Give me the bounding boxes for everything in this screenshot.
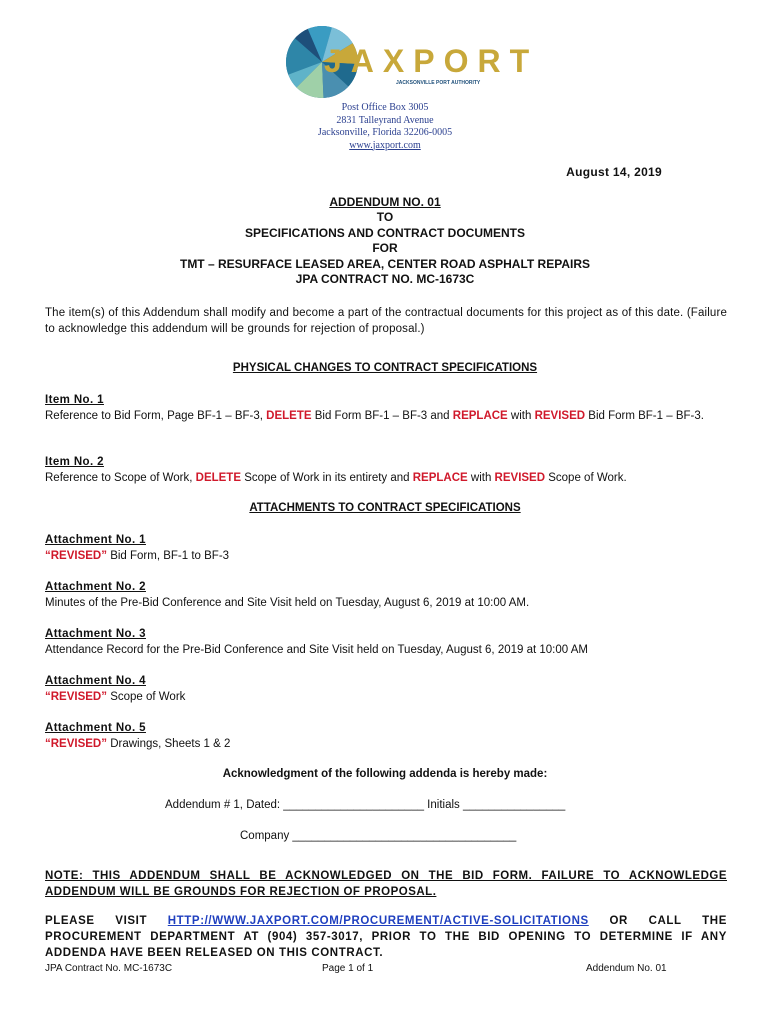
- please-prefix: PLEASE VISIT: [45, 915, 168, 927]
- attachment-4: [45, 673, 727, 705]
- attachment-text: Minutes of the Pre-Bid Conference and Site Visit held on Tuesday, August 6, 2019 at 10:00 AM.: [45, 597, 530, 609]
- revised-keyword: “REVISED”: [45, 550, 107, 562]
- attachment-5: [45, 720, 727, 752]
- please-visit-paragraph: [45, 913, 727, 961]
- item-text: Bid Form BF-1 – BF-3 and: [311, 410, 453, 422]
- attachment-1: [45, 532, 727, 564]
- item-2: [45, 454, 727, 486]
- addendum-dated-initials-line[interactable]: Addendum # 1, Dated: ______________________ Initials ________________: [165, 799, 566, 811]
- please-suffix: OR CALL THE PROCUREMENT DEPARTMENT AT (904) 357-3017, PRIOR TO THE BID OPENING TO DETERMINE IF ANY ADDENDA HAVE BEEN RELEASED ON THIS CONTRACT.: [45, 915, 727, 959]
- revised-keyword: REVISED: [494, 472, 546, 484]
- attachment-2: [45, 579, 727, 611]
- title-line: TO: [376, 210, 394, 225]
- item-text: with: [467, 472, 495, 484]
- intro-paragraph: The item(s) of this Addendum shall modify and become a part of the contractual documents for this project as of this date. (Failure to acknowledge this addendum will be grounds for rejection of proposal.): [45, 307, 727, 335]
- address-line: Jacksonville, Florida 32206-0005: [317, 127, 453, 138]
- logo-subtext: JACKSONVILLE PORT AUTHORITY: [396, 80, 481, 86]
- footer-addendum-no: Addendum No. 01: [586, 963, 667, 974]
- item-text: Scope of Work.: [545, 472, 627, 484]
- address-block: [0, 102, 770, 152]
- website-link[interactable]: www.jaxport.com: [349, 139, 421, 151]
- physical-changes-heading: PHYSICAL CHANGES TO CONTRACT SPECIFICATIONS: [232, 362, 538, 374]
- attachment-title: Attachment No. 5: [45, 722, 146, 734]
- jaxport-logo: [284, 20, 539, 104]
- item-1: [45, 392, 727, 424]
- solicitations-link[interactable]: HTTP://WWW.JAXPORT.COM/PROCUREMENT/ACTIVE-SOLICITATIONS: [167, 915, 589, 927]
- attachment-title: Attachment No. 1: [45, 534, 146, 546]
- logo-wordmark: JAXPORT: [324, 43, 539, 79]
- attachment-text: Attendance Record for the Pre-Bid Conference and Site Visit held on Tuesday, August 6, 2019 at 10:00 AM: [45, 644, 588, 656]
- item-text: Bid Form BF-1 – BF-3.: [585, 410, 704, 422]
- revised-keyword: “REVISED”: [45, 691, 107, 703]
- item-text: Scope of Work in its entirety and: [241, 472, 413, 484]
- acknowledge-note: NOTE: THIS ADDENDUM SHALL BE ACKNOWLEDGED ON THE BID FORM. FAILURE TO ACKNOWLEDGE ADDENDUM WILL BE GROUNDS FOR REJECTION OF PROPOSAL.: [45, 870, 727, 898]
- item-title: Item No. 2: [45, 456, 104, 468]
- attachment-title: Attachment No. 3: [45, 628, 146, 640]
- item-text: with: [507, 410, 535, 422]
- item-text: Reference to Bid Form, Page BF-1 – BF-3,: [45, 410, 267, 422]
- attachment-title: Attachment No. 4: [45, 675, 146, 687]
- attachments-heading: ATTACHMENTS TO CONTRACT SPECIFICATIONS: [249, 502, 521, 514]
- attachment-text: Drawings, Sheets 1 & 2: [107, 738, 231, 750]
- title-line: ADDENDUM NO. 01: [329, 195, 441, 209]
- address-line: Post Office Box 3005: [341, 102, 429, 113]
- address-line: 2831 Talleyrand Avenue: [336, 114, 434, 126]
- delete-keyword: DELETE: [195, 472, 242, 484]
- footer-contract-no: JPA Contract No. MC-1673C: [45, 963, 173, 974]
- revised-keyword: “REVISED”: [45, 738, 107, 750]
- title-block: [0, 195, 770, 287]
- document-date: August 14, 2019: [566, 165, 662, 179]
- replace-keyword: REPLACE: [452, 410, 508, 422]
- company-line[interactable]: Company ___________________________________: [240, 830, 517, 842]
- replace-keyword: REPLACE: [412, 472, 468, 484]
- item-text: Reference to Scope of Work,: [45, 472, 196, 484]
- title-line: SPECIFICATIONS AND CONTRACT DOCUMENTS: [245, 225, 525, 240]
- title-line: JPA CONTRACT NO. MC-1673C: [295, 272, 475, 287]
- attachment-text: Bid Form, BF-1 to BF-3: [107, 550, 230, 562]
- footer-page-number: Page 1 of 1: [322, 963, 374, 974]
- title-line: TMT – RESURFACE LEASED AREA, CENTER ROAD ASPHALT REPAIRS: [179, 256, 591, 271]
- acknowledgment-heading: Acknowledgment of the following addenda is hereby made:: [222, 768, 548, 780]
- attachment-title: Attachment No. 2: [45, 581, 146, 593]
- title-line: FOR: [372, 241, 398, 256]
- revised-keyword: REVISED: [534, 410, 586, 422]
- delete-keyword: DELETE: [266, 410, 312, 422]
- item-title: Item No. 1: [45, 394, 104, 406]
- attachment-3: [45, 626, 727, 658]
- attachment-text: Scope of Work: [107, 691, 186, 703]
